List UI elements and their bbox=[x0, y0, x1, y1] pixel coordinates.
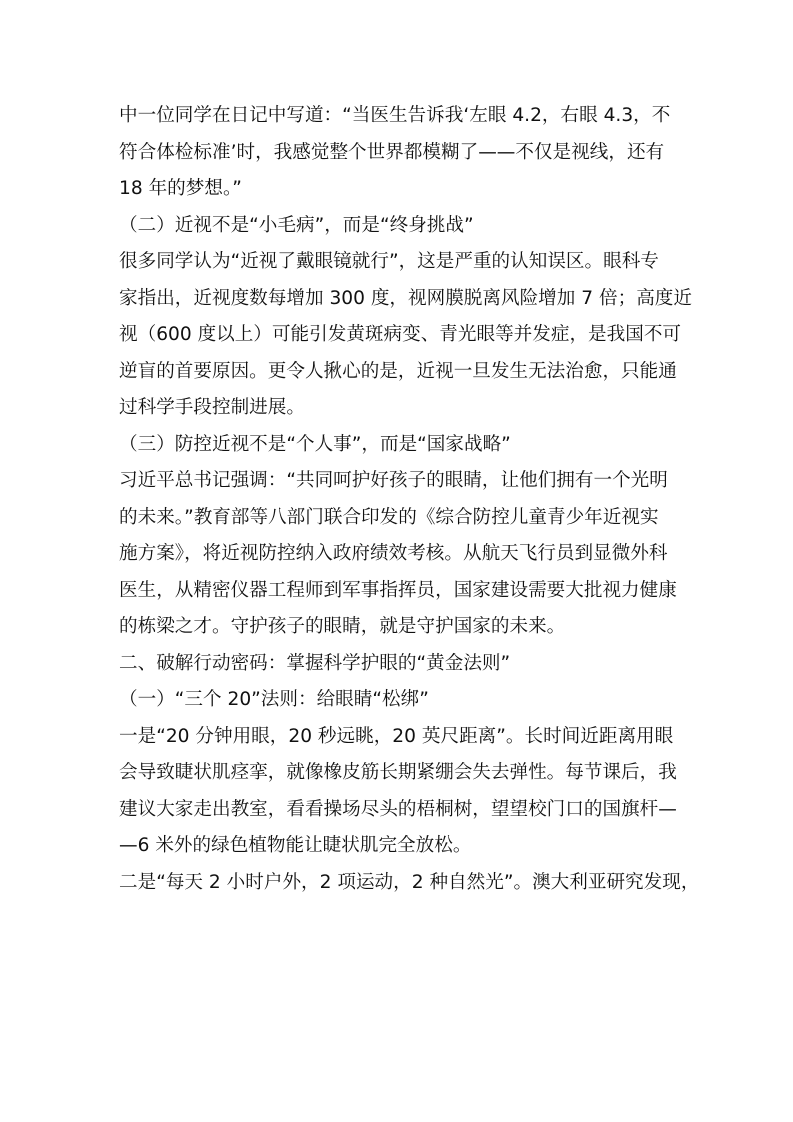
text-line-2: 符合体检标准’时，我感觉整个世界都模糊了——不仅是视线，还有 bbox=[119, 141, 665, 163]
body-text bbox=[119, 98, 700, 901]
text-line-1: 中一位同学在日记中写道：“当医生告诉我‘左眼 4.2，右眼 4.3，不 bbox=[119, 105, 671, 126]
chapter-heading-2: 二、破解行动密码：掌握科学护眼的“黄金法则” bbox=[119, 652, 511, 674]
text-line-11: 习近平总书记强调：“共同呵护好孩子的眼睛，让他们拥有一个光明 bbox=[119, 470, 668, 491]
text-line-7: 视（600 度以上）可能引发黄斑病变、青光眼等并发症，是我国不可 bbox=[119, 324, 682, 345]
text-line-3: 18 年的梦想。” bbox=[119, 178, 242, 199]
section-heading-3: （三）防控近视不是“个人事”，而是“国家战略” bbox=[119, 433, 511, 455]
text-line-14: 医生，从精密仪器工程师到军事指挥员，国家建设需要大批视力健康 bbox=[119, 579, 677, 601]
text-line-20: 建议大家走出教室，看看操场尽头的梧桐树，望望校门口的国旗杆— bbox=[119, 798, 677, 820]
section-heading-2: （二）近视不是“小毛病”，而是“终身挑战” bbox=[119, 214, 474, 236]
text-line-8: 逆盲的首要原因。更令人揪心的是，近视一旦发生无法治愈，只能通 bbox=[119, 360, 677, 382]
text-line-22: 二是“每天 2 小时户外，2 项运动，2 种自然光”。澳大利亚研究发现， bbox=[119, 871, 700, 893]
text-line-18: 一是“20 分钟用眼，20 秒远眺，20 英尺距离”。长时间近距离用眼 bbox=[119, 725, 674, 747]
text-line-21: —6 米外的绿色植物能让睫状肌完全放松。 bbox=[119, 835, 472, 856]
text-line-5: 很多同学认为“近视了戴眼镜就行”，这是严重的认知误区。眼科专 bbox=[119, 251, 659, 272]
text-line-12: 的未来。”教育部等八部门联合印发的《综合防控儿童青少年近视实 bbox=[119, 506, 659, 528]
text-line-9: 过科学手段控制进展。 bbox=[119, 397, 305, 418]
text-line-15: 的栋梁之才。守护孩子的眼睛，就是守护国家的未来。 bbox=[119, 616, 566, 637]
text-line-13: 施方案》，将近视防控纳入政府绩效考核。从航天飞行员到显微外科 bbox=[119, 543, 668, 564]
text-line-6: 家指出，近视度数每增加 300 度，视网膜脱离风险增加 7 倍；高度近 bbox=[119, 287, 692, 309]
text-line-19: 会导致睫状肌痉挛，就像橡皮筋长期紧绷会失去弹性。每节课后，我 bbox=[119, 762, 677, 783]
section-heading-1: （一）“三个 20”法则：给眼睛“松绑” bbox=[119, 689, 429, 710]
